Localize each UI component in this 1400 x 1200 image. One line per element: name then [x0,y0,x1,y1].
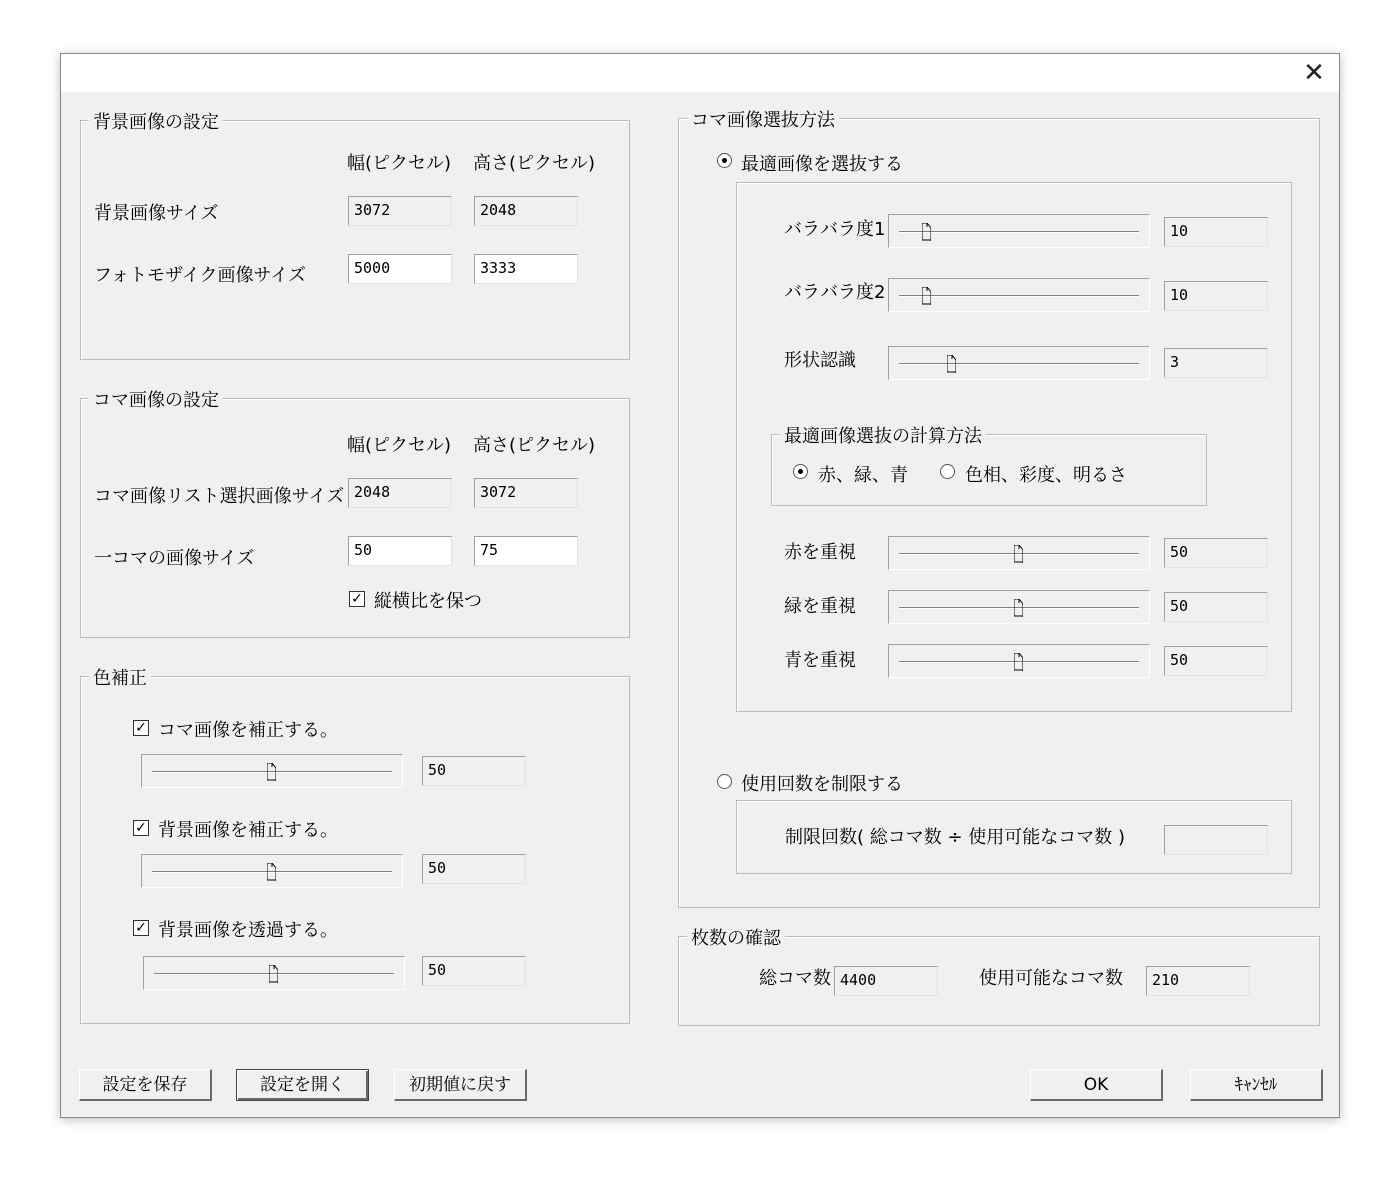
slider-thumb[interactable] [1014,653,1023,671]
green-weight-label: 緑を重視 [784,596,856,617]
transparent-bg-value[interactable]: 50 [422,956,526,986]
total-frames-value[interactable]: 4400 [834,966,938,996]
calc-hsv-radio[interactable] [940,464,955,479]
correct-frame-value[interactable]: 50 [422,756,526,786]
slider-thumb[interactable] [267,863,276,881]
single-frame-width-input[interactable]: 50 [348,536,452,566]
red-weight-slider[interactable] [888,536,1150,570]
limit-value-field[interactable] [1164,825,1268,855]
count-check-legend: 枚数の確認 [687,924,785,950]
bg-col-height-header: 高さ(ピクセル) [473,153,596,174]
settings-dialog [60,53,1340,1118]
red-weight-label: 赤を重視 [784,542,856,563]
frame-col-height-header: 高さ(ピクセル) [473,435,596,456]
scatter2-slider[interactable] [888,278,1150,312]
blue-weight-label: 青を重視 [784,650,856,671]
frame-list-height-field[interactable]: 3072 [474,478,578,508]
slider-thumb[interactable] [947,355,956,373]
color-correction-legend: 色補正 [89,664,151,690]
calc-hsv-label: 色相、彩度、明るさ [965,465,1127,486]
correct-bg-value[interactable]: 50 [422,854,526,884]
slider-thumb[interactable] [922,287,931,305]
mosaic-width-input[interactable]: 5000 [348,254,452,284]
keep-aspect-checkbox[interactable]: ✓ [349,591,365,607]
calc-rgb-label: 赤、緑、青 [818,465,908,486]
single-frame-size-label: 一コマの画像サイズ [94,548,255,569]
total-frames-label: 総コマ数 [759,968,831,989]
mosaic-height-input[interactable]: 3333 [474,254,578,284]
scatter1-slider[interactable] [888,214,1150,248]
limit-radio[interactable] [717,774,732,789]
slider-thumb[interactable] [922,223,931,241]
optimal-label: 最適画像を選抜する [741,154,903,175]
bg-size-label: 背景画像サイズ [94,203,219,224]
bg-size-width-field[interactable]: 3072 [348,196,452,226]
limit-formula-label: 制限回数( 総コマ数 ÷ 使用可能なコマ数 ) [785,827,1126,848]
correct-bg-label: 背景画像を補正する。 [158,820,338,841]
slider-thumb[interactable] [269,965,278,983]
scatter1-value[interactable]: 10 [1164,217,1268,247]
frame-list-width-field[interactable]: 2048 [348,478,452,508]
slider-thumb[interactable] [267,763,276,781]
single-frame-height-input[interactable]: 75 [474,536,578,566]
blue-weight-value[interactable]: 50 [1164,646,1268,676]
cancel-button[interactable]: ｷｬﾝｾﾙ [1190,1069,1323,1101]
transparent-bg-slider[interactable] [143,956,405,990]
bg-size-height-field[interactable]: 2048 [474,196,578,226]
mosaic-size-label: フォトモザイク画像サイズ [94,265,307,286]
shape-recog-slider[interactable] [888,346,1150,380]
shape-recog-value[interactable]: 3 [1164,348,1268,378]
blue-weight-slider[interactable] [888,644,1150,678]
bg-col-width-header: 幅(ピクセル) [347,153,452,174]
transparent-bg-label: 背景画像を透過する。 [158,920,338,941]
close-icon[interactable]: ✕ [1303,58,1325,88]
correct-frame-label: コマ画像を補正する。 [158,720,338,741]
green-weight-value[interactable]: 50 [1164,592,1268,622]
correct-frame-slider[interactable] [141,754,403,788]
usable-frames-value[interactable]: 210 [1146,966,1250,996]
red-weight-value[interactable]: 50 [1164,538,1268,568]
correct-frame-checkbox[interactable]: ✓ [133,720,149,736]
slider-thumb[interactable] [1014,599,1023,617]
calc-method-legend: 最適画像選抜の計算方法 [780,422,986,448]
limit-label: 使用回数を制限する [741,774,903,795]
keep-aspect-label: 縦横比を保つ [374,591,482,612]
background-settings-legend: 背景画像の設定 [89,108,223,134]
title-bar [61,54,1339,92]
correct-bg-checkbox[interactable]: ✓ [133,820,149,836]
correct-bg-slider[interactable] [141,854,403,888]
green-weight-slider[interactable] [888,590,1150,624]
calc-rgb-radio[interactable] [793,464,808,479]
open-settings-button[interactable]: 設定を開く [236,1069,369,1101]
scatter2-value[interactable]: 10 [1164,281,1268,311]
frame-list-size-label: コマ画像リスト選択画像サイズ [94,486,345,507]
reset-defaults-button[interactable]: 初期値に戻す [394,1069,527,1101]
slider-thumb[interactable] [1014,545,1023,563]
scatter1-label: バラバラ度1 [784,219,886,240]
transparent-bg-checkbox[interactable]: ✓ [133,920,149,936]
save-settings-button[interactable]: 設定を保存 [79,1069,212,1101]
usable-frames-label: 使用可能なコマ数 [979,968,1123,989]
scatter2-label: バラバラ度2 [784,282,886,303]
frame-col-width-header: 幅(ピクセル) [347,435,452,456]
ok-button[interactable]: OK [1030,1069,1163,1101]
shape-recog-label: 形状認識 [784,350,856,371]
selection-method-legend: コマ画像選抜方法 [687,106,839,132]
optimal-radio[interactable] [717,153,732,168]
frame-settings-legend: コマ画像の設定 [89,386,223,412]
